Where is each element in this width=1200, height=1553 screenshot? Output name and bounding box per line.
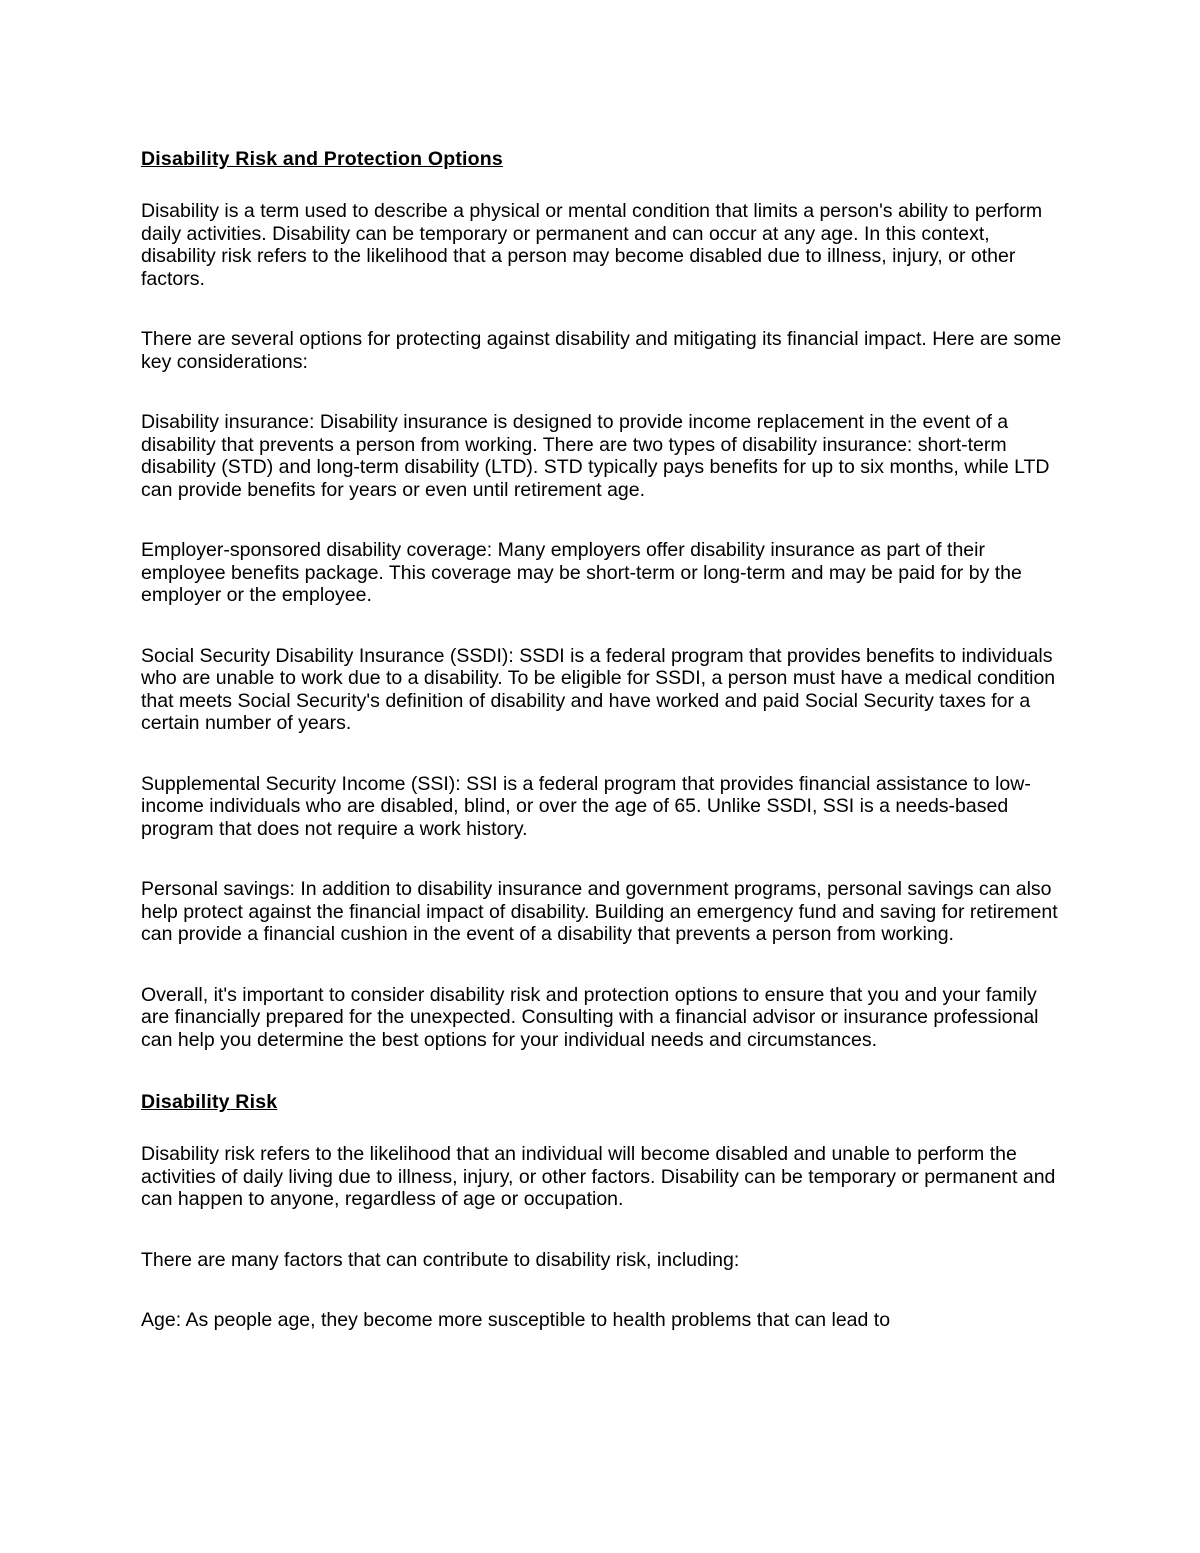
section-heading: Disability Risk	[141, 1091, 278, 1113]
section-heading: Disability Risk and Protection Options	[141, 148, 503, 170]
document-body	[141, 146, 1066, 1332]
paragraph: Overall, it's important to consider disability risk and protection options to ensure that you and your family are financially prepared for the unexpected. Consulting with a financial advisor or insurance professional can help you determine the best options for your individual needs and circumstances.	[141, 983, 1039, 1051]
paragraph: Disability insurance: Disability insurance is designed to provide income replacement in the event of a disability that prevents a person from working. There are two types of disability insurance: short-term disability (STD) and long-term disability (LTD). STD typically pays benefits for up to six months, while LTD can provide benefits for years or even until retirement age.	[141, 411, 1050, 501]
paragraph: Disability risk refers to the likelihood that an individual will become disabled and unable to perform the activities of daily living due to illness, injury, or other factors. Disability can be temporary or permanent and can happen to anyone, regardless of age or occupation.	[141, 1143, 1056, 1210]
paragraph: Age: As people age, they become more susceptible to health problems that can lead to	[141, 1309, 891, 1331]
paragraph: There are several options for protecting against disability and mitigating its financial impact. Here are some key considerations:	[141, 328, 1062, 373]
paragraph: Social Security Disability Insurance (SSDI): SSDI is a federal program that provides benefits to individuals who are unable to work due to a disability. To be eligible for SSDI, a person must have a medical condition that meets Social Security's definition of disability and have worked and paid Social Security taxes for a certain number of years.	[141, 644, 1056, 734]
paragraph: Personal savings: In addition to disability insurance and government programs, personal savings can also help protect against the financial impact of disability. Building an emergency fund and saving for retirement can provide a financial cushion in the event of a disability that prevents a person from working.	[141, 878, 1058, 945]
paragraph: Disability is a term used to describe a physical or mental condition that limits a person's ability to perform daily activities. Disability can be temporary or permanent and can occur at any age. In this context, disability risk refers to the likelihood that a person may become disabled due to illness, injury, or other factors.	[141, 200, 1043, 290]
paragraph: Supplemental Security Income (SSI): SSI is a federal program that provides financial assistance to low-income individuals who are disabled, blind, or over the age of 65. Unlike SSDI, SSI is a needs-based program that does not require a work history.	[141, 772, 1031, 840]
paragraph: Employer-sponsored disability coverage: Many employers offer disability insurance as part of their employee benefits package. This coverage may be short-term or long-term and may be paid for by the employer or the employee.	[141, 539, 1022, 606]
paragraph: There are many factors that can contribute to disability risk, including:	[141, 1248, 740, 1271]
